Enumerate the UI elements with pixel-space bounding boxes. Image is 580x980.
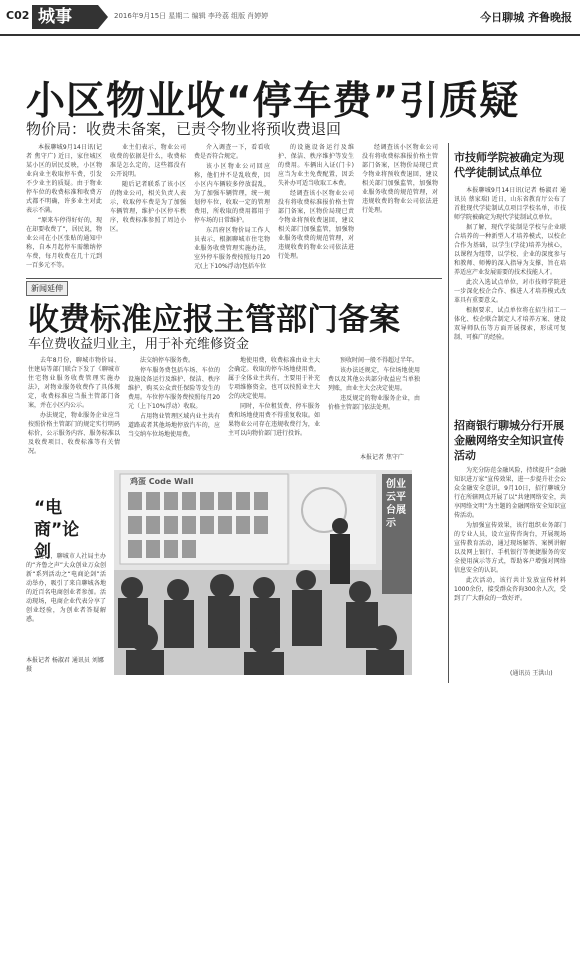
paragraph: 同时，车位租赁费、停车服务费和场地使用费不得重复收取。如果物业公司存在违规收费行为，业主可以向物价部门进行投诉。 (228, 403, 320, 437)
article2-col4 (328, 356, 420, 454)
paragraph: 该小区物业公司回应称，他们并不是乱收费，因小区内车辆较多停放混乱，为了加强车辆管理，统一规划停车位，收取一定的管理费用，所收取的费用都用于停车场的日常维护。 (194, 163, 270, 224)
article2-col1 (28, 356, 120, 464)
article2-subhead: 车位费收益归业主，用于补充维修资金 (28, 337, 250, 352)
article1-headline: 小区物业收“停车费”引质疑 (26, 79, 520, 124)
paragraph: 占用物业管理区域内业主共有道路或者其他场地停放汽车的，应当交纳车位场地使用费。 (128, 413, 220, 438)
paragraph: 法交纳停车服务费。 (140, 357, 195, 364)
paragraph: 此次活动，该行共计发放宣传材料1000余份，接受群众咨询300余人次，受到了广大群众的一致好评。 (454, 577, 566, 602)
sidebar3-byline: 本报记者 杨淑君 通讯员 刘娜 摄 (26, 657, 104, 673)
article2-col2 (128, 356, 220, 464)
newspaper-brand: 今日聊城 齐鲁晚报 (480, 11, 572, 24)
paragraph: 办法规定，物业服务企业应当按照价格主管部门的规定实行明码标价，公示服务内容、服务标准以及收费项目、收费标准等有关情况。 (28, 412, 120, 455)
photo-illustration (114, 470, 412, 675)
sidebar3-headline: “电商”论剑 (34, 498, 80, 562)
paragraph: 业主们表示，物业公司收费的依据是什么，收费标准是怎么定的，这些都没有公开说明。 (110, 144, 186, 178)
paragraph: 为充分防范金融风险，持续提升“金融知识进万家”宣传效果，进一步提升社会公众金融安全意识，9月10日，招行聊城分行在所辖网点开展了以“共建网络安全，共享网络文明”为主题的金融网络安全知识宣传活动。 (454, 467, 566, 519)
sidebar1-headline: 市技师学院被确定为现代学徒制试点单位 (454, 151, 564, 179)
divider (26, 278, 442, 279)
article1-col2 (110, 143, 186, 275)
article1-col5 (362, 143, 438, 275)
sidebar1-text (454, 186, 566, 406)
paragraph: “原来车停得好好的，现在却要收费了”，居民说，物业公司在小区张贴的通知中称，自本月起停车需缴纳停车费，每月收费在几十元到一百多元不等。 (26, 217, 102, 269)
paragraph: 近日，聊城市人社局主办的“齐鲁之声”大众创业万众创新“系列活动之“电商论剑”活动举办，吸引了来自聊城各地的近百名电商创业者参加。活动现场，电商企业代表分享了创业经验，为创业者答疑解惑。 (26, 553, 106, 623)
paragraph: 去年8月份，聊城市物价局、住建局等部门联合下发了《聊城市住宅物业服务收费管理实施办法》，对物业服务收费作了具体规定，收费标准应当报主管部门备案，并在小区内公示。 (28, 357, 120, 409)
article1-col1 (26, 143, 102, 275)
section-arrow-icon (98, 5, 108, 29)
article2-col3 (228, 356, 320, 464)
paragraph: 本报聊城9月14日讯(记者 焦守广) 近日，家住城区某小区的居民反映，小区物业向业主收取停车费，引发不少业主的质疑。由于物业停车位的收费标准和收费方式都不明确，许多业主对此表示不满。 (26, 144, 102, 214)
photo-banner-text: 鸡蛋 Code Wall (130, 477, 194, 486)
article1-col4 (278, 143, 354, 275)
event-photo (114, 470, 412, 675)
paragraph: 预收时间一般不得超过半年。 (340, 357, 419, 364)
article2-headline: 收费标准应报主管部门备案 (28, 302, 400, 338)
article1-subhead: 物价局：收费未备案，已责令物业将预收费退回 (26, 120, 342, 138)
paragraph: 随后记者联系了该小区的物业公司，相关负责人表示，收取停车费是为了加强车辆管理，维护小区停车秩序，收费标准参照了周边小区。 (110, 181, 186, 233)
article1-col3 (194, 143, 270, 275)
paragraph: 经调查该小区物业公司没有将收费标准报价格主管部门备案，区物价局现已责令物业将预收费退回，建议相关部门加强监管，加强物业服务收费的规范管理，对违规收费的物业公司依法进行处理。 (362, 144, 438, 214)
sidebar2-text (454, 466, 566, 664)
paragraph: 地使用费，收费标准由业主大会确定。收取的停车场地使用费，属于全体业主共有，主要用于补充专项维修资金，也可以按照业主大会的决定使用。 (228, 357, 320, 400)
page-footer (0, 962, 580, 980)
sidebar-divider (448, 143, 449, 683)
paragraph: 的设施设备运行及维护、保洁、秩序维护等发生的费用。车辆出入证(门卡)应当为业主免费配置，因丢失补办可适当收取工本费。 (278, 144, 354, 187)
section-title: 城事 (32, 5, 98, 29)
paragraph: 介入调查一下，看看收费是否符合规定。 (194, 144, 270, 160)
article2-byline: 本报记者 焦守广 (360, 454, 404, 461)
paragraph: 此次入选试点单位，对市技师学院进一步深化校企合作、推进人才培养模式改革具有重要意义。 (454, 279, 566, 304)
paragraph: 根据要求，试点单位将在招生招工一体化、校企联合制定人才培养方案、建设双导师队伍等方面开展探索，形成可复制、可推广的经验。 (454, 307, 566, 341)
sidebar2-headline: 招商银行聊城分行开展金融网络安全知识宣传活动 (454, 419, 564, 462)
paragraph: 该办法还规定，车位场地使用费以及其他公共部分收益应当单独列账，由业主大会决定使用。 (328, 367, 420, 392)
paragraph: 停车服务费包括车场、车位的设施设备运行及维护、保洁、秩序维护、购买公众责任保险等发生的费用。车位停车服务费按照每月20元（上下10%浮动）收取。 (128, 367, 220, 410)
issue-meta: 2016年9月15日 星期二 编辑 李玲荔 组版 肖婷婷 (114, 12, 269, 20)
sidebar3-text (26, 552, 106, 652)
article2-tag: 新闻延伸 (26, 281, 68, 296)
paragraph: 东昌府区物价局工作人员表示，根据聊城市住宅物业服务收费管理实施办法，室外停车服务费按照每月20元(上下10%浮动)包括车位 (194, 227, 270, 270)
paragraph: 经调查该小区物业公司没有将收费标准报价格主管部门备案，区物价局现已责令物业将预收费退回，建议相关部门加强监管，加强物业服务收费的规范管理，对违规收费的物业公司依法进行处理。 (278, 190, 354, 260)
sidebar2-byline: (通讯员 王洪山) (510, 670, 553, 677)
paragraph: 为加强宣传效果，该行组织业务部门的专业人员，设立宣传咨询台，开展现场宣传教育活动，通过现场解答、案例讲解以及网上银行、手机银行等便捷服务的安全使用演示等方式，帮助客户增强对网络信息安全的认识。 (454, 522, 566, 574)
photo-side-text: 创业云平台展示 (386, 479, 406, 529)
paragraph: 据了解，现代学徒制是学校与企业联合培养的一种新型人才培养模式，以校企合作为基础，以学生(学徒)培养为核心，以课程为纽带，以学校、企业的深度参与和教师、师傅的深入指导为支撑，旨在培养适应产业发展需要的技术技能人才。 (454, 224, 566, 276)
paragraph: 违反规定的物业服务企业，由价格主管部门依法处理。 (328, 395, 420, 411)
paragraph: 本报聊城9月14日讯(记者 杨淑君 通讯员 蔡家瑞) 近日，山东省教育厅公布了首批现代学徒制试点项目学校名单，市技师学院被确定为现代学徒制试点单位。 (454, 187, 566, 221)
page-number: C02 (6, 9, 30, 22)
